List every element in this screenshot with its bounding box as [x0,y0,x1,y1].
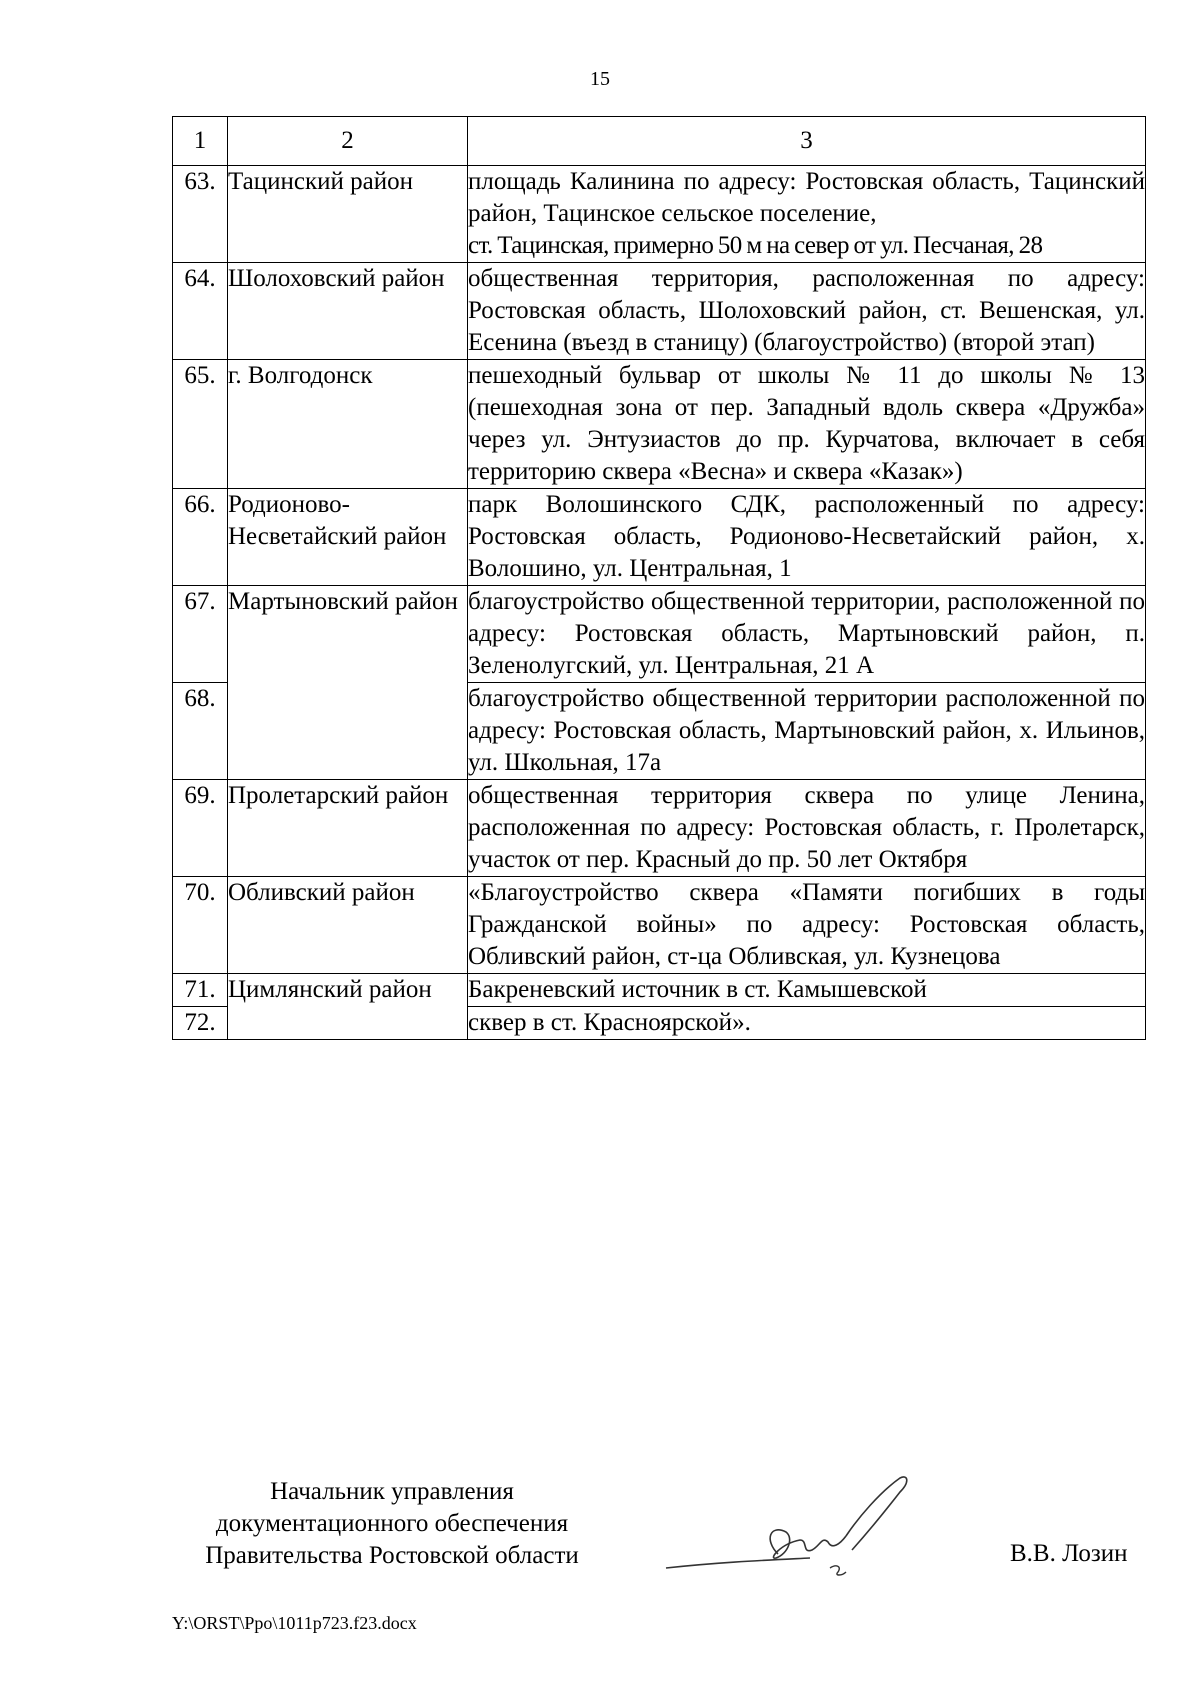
territory-description-text: площадь Калинина по адресу: Ростовская область, Тацинский район, Тацинское сельское поселение, [468,168,1145,227]
territory-description [468,166,1146,263]
row-number: 63. [173,166,228,263]
header-col-1: 1 [173,117,228,166]
table-row [173,360,1146,489]
signatory-title-line: Правительства Ростовской области [205,1542,579,1569]
row-number: 70. [173,877,228,974]
district-name: Цимлянский район [228,974,468,1040]
row-number: 66. [173,489,228,586]
district-name: Обливский район [228,877,468,974]
territory-description: общественная территория сквера по улице Ленина, расположенная по адресу: Ростовская область, г. Пролетарск, участок от пер. Красный до пр. 50 лет Октября [468,780,1146,877]
table-row [173,489,1146,586]
signatory-title [172,1476,612,1572]
table-row [173,166,1146,263]
signatory-name: В.В. Лозин [1010,1540,1128,1567]
district-name: Мартыновский район [228,586,468,780]
header-col-2: 2 [228,117,468,166]
row-number: 71. [173,974,228,1007]
territory-description: благоустройство общественной территории, расположенной по адресу: Ростовская область, Мартыновский район, п. Зеленолугский, ул. Центральная, 21 А [468,586,1146,683]
table-header-row [173,117,1146,166]
district-name: Шолоховский район [228,263,468,360]
row-number: 64. [173,263,228,360]
districts-table [172,116,1146,1040]
table-row [173,263,1146,360]
table-row [173,780,1146,877]
district-name: Родионово-Несветайский район [228,489,468,586]
territory-description: общественная территория, расположенная по адресу: Ростовская область, Шолоховский район, ст. Вешенская, ул. Есенина (въезд в станицу) (благоустройство) (второй этап) [468,263,1146,360]
row-number: 67. [173,586,228,683]
row-number: 65. [173,360,228,489]
territory-description: парк Волошинского СДК, расположенный по адресу: Ростовская область, Родионово-Несветайский район, х. Волошино, ул. Центральная, 1 [468,489,1146,586]
table-row [173,586,1146,683]
header-col-3: 3 [468,117,1146,166]
territory-description-tail: ст. Тацинская, примерно 50 м на север от ул. Песчаная, 28 [468,232,1043,259]
table-row [173,974,1146,1007]
signatory-title-line: Начальник управления [270,1478,514,1505]
territory-description: «Благоустройство сквера «Памяти погибших в годы Гражданской войны» по адресу: Ростовская область, Обливский район, ст-ца Обливская, ул. Кузнецова [468,877,1146,974]
row-number: 68. [173,683,228,780]
district-name: Тацинский район [228,166,468,263]
territory-description: Бакреневский источник в ст. Камышевской [468,974,1146,1007]
handwritten-signature [660,1470,940,1590]
row-number: 72. [173,1007,228,1040]
file-path: Y:\ORST\Ppo\1011p723.f23.docx [172,1613,417,1633]
district-name: г. Волгодонск [228,360,468,489]
table-row [173,877,1146,974]
territory-description: сквер в ст. Красноярской». [468,1007,1146,1040]
signatory-title-line: документационного обеспечения [215,1510,569,1537]
row-number: 69. [173,780,228,877]
territory-description: благоустройство общественной территории расположенной по адресу: Ростовская область, Мартыновский район, х. Ильинов, ул. Школьная, 17а [468,683,1146,780]
page-number: 15 [590,68,610,90]
territory-description: пешеходный бульвар от школы № 11 до школы № 13 (пешеходная зона от пер. Западный вдоль сквера «Дружба» через ул. Энтузиастов до пр. Курчатова, включает в себя территорию сквера «Весна» и сквера «Казак») [468,360,1146,489]
district-name: Пролетарский район [228,780,468,877]
